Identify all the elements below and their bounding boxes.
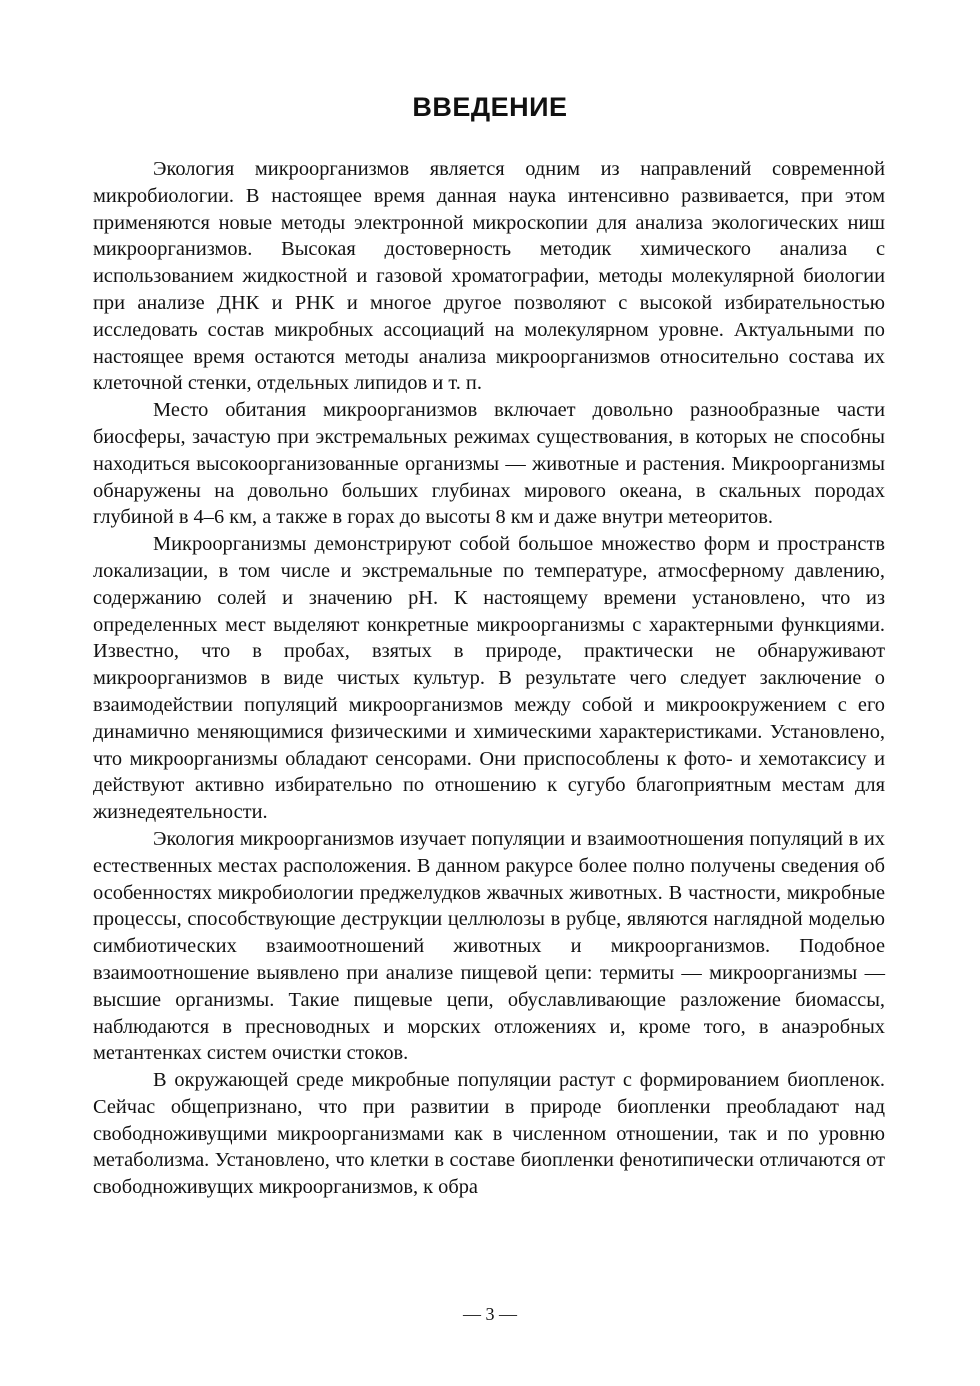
body-text bbox=[93, 156, 885, 1201]
page-number: — 3 — bbox=[463, 1304, 517, 1324]
paragraph: Экология микроорганизмов является одним из направлений современной микробиологии. В настоящее время данная наука интенсивно развивается, при этом применяются новые методы электронной микроскопии для анализа экологических ниш микроорганизмов. Высокая достоверность методик химического анализа с использованием жидкостной и газовой хроматографии, методы молекулярной биологии при анализе ДНК и РНК и многое другое позволяют с высокой избирательностью исследовать состав микробных ассоциаций на молекулярном уровне. Актуальными по настоящее время остаются методы анализа микроорганизмов относительно состава их клеточной стенки, отдельных липидов и т. п. bbox=[93, 158, 885, 395]
paragraph: Микроорганизмы демонстрируют собой большое множество форм и пространств локализации, в том числе и экстремальные по температуре, атмосферному давлению, содержанию солей и значению pH. К настоящему времени установлено, что из определенных мест выделяют конкретные микроорганизмы с характерными функциями. Известно, что в пробах, взятых в природе, практически не обнаруживают микроорганизмов в виде чистых культур. В результате чего следует заключение о взаимодействии популяций микроорганизмов между собой и микроокружением с его динамично меняющимися физическими и химическими характеристиками. Установлено, что микроорганизмы обладают сенсорами. Они приспособлены к фото- и хемотаксису и действуют активно избирательно по отношению к сугубо благоприятным местам для жизнедеятельности. bbox=[93, 533, 885, 824]
paragraph: В окружающей среде микробные популяции растут с формированием биопленок. Сейчас общепризнано, что при развитии в природе биопленки преобладают над свободноживущими микроорганизмами как в численном отношении, так и по уровню метаболизма. Установлено, что клетки в составе биопленки фенотипически отличаются от свободноживущих микроорганизмов, к обра bbox=[93, 1069, 885, 1199]
paragraph: Место обитания микроорганизмов включает довольно разнообразные части биосферы, зачастую при экстремальных режимах существования, в которых не способны находиться высокоорганизованные организмы — животные и растения. Микроорганизмы обнаружены на довольно больших глубинах мирового океана, в скальных породах глубиной в 4–6 км, а также в горах до высоты 8 км и даже внутри метеоритов. bbox=[93, 399, 885, 529]
page-title: ВВЕДЕНИЕ bbox=[412, 92, 568, 122]
paragraph: Экология микроорганизмов изучает популяции и взаимоотношения популяций в их естественных местах расположения. В данном ракурсе более полно получены сведения об особенностях микробиологии преджелудков жвачных животных. В частности, микробные процессы, способствующие деструкции целлюлозы в рубце, являются наглядной моделью симбиотических взаимоотношений животных и микроорганизмов. Подобное взаимоотношение выявлено при анализе пищевой цепи: термиты — микроорганизмы — высшие организмы. Такие пищевые цепи, обуславливающие разложение биомассы, наблюдаются в пресноводных и морских отложениях и, кроме того, в анаэробных метантенках систем очистки стоков. bbox=[93, 827, 885, 1065]
